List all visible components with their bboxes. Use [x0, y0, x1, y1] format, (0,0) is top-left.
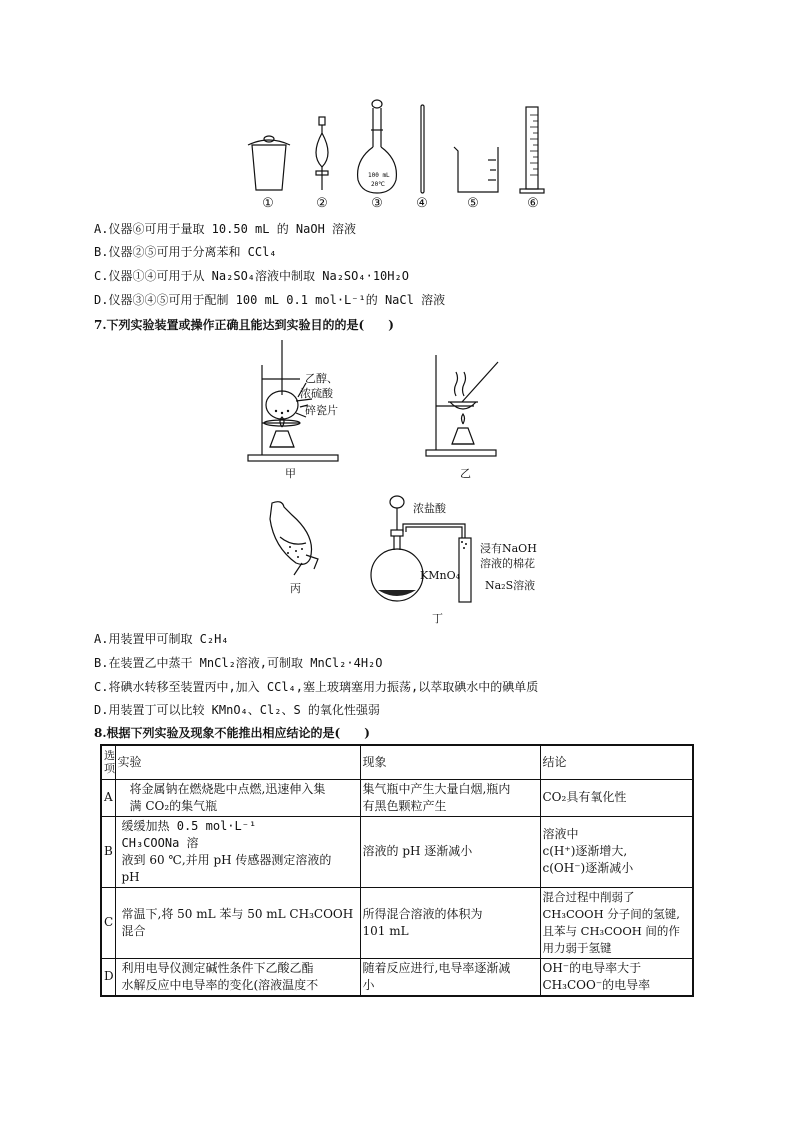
phen-line: 小 — [362, 977, 375, 992]
concl-line: OH⁻的电导率大于 — [542, 960, 642, 975]
apparatus-label-1: ① — [262, 196, 274, 211]
row-conclusion — [540, 816, 693, 887]
row-option: D — [101, 958, 115, 996]
q8-stem: 8.根据下列实验及现象不能推出相应结论的是( ) — [94, 726, 370, 740]
ding-oxidant: KMnO₄ — [420, 569, 460, 582]
setup-ding-label: 丁 — [432, 612, 443, 625]
exp-line: 水解反应中电导率的变化(溶液温度不 — [121, 977, 319, 992]
q8-row-a — [101, 779, 693, 816]
exp-line: CH₃COONa 溶 — [121, 835, 199, 850]
phen-line: 溶液的 pH 逐渐减小 — [362, 844, 473, 858]
flask-temp-text: 20℃ — [371, 181, 385, 188]
ding-solution: Na₂S溶液 — [485, 579, 536, 592]
q6-option-c: C.仪器①④可用于从 Na₂SO₄溶液中制取 Na₂SO₄·10H₂O — [94, 269, 409, 283]
concl-line: CH₃COO⁻的电导率 — [542, 977, 651, 992]
q7-stem: 7.下列实验装置或操作正确且能达到实验目的的是( ) — [94, 318, 394, 332]
apparatus-label-2: ② — [316, 196, 328, 211]
header-conclusion: 结论 — [540, 745, 693, 779]
row-experiment — [115, 779, 360, 816]
row-conclusion — [540, 887, 693, 958]
apparatus-4-drawing — [421, 105, 424, 193]
concl-line: c(OH⁻)逐渐减小 — [542, 861, 634, 875]
q6-option-d: D.仪器③④⑤可用于配制 100 mL 0.1 mol·L⁻¹的 NaCl 溶液 — [94, 293, 446, 307]
setup-yi-figure — [420, 350, 510, 460]
apparatus-6-drawing — [520, 107, 544, 193]
row-conclusion — [540, 779, 693, 816]
row-option: C — [101, 887, 115, 958]
header-phenomenon: 现象 — [360, 745, 540, 779]
row-experiment — [115, 816, 360, 887]
ding-acid: 浓盐酸 — [413, 502, 446, 515]
jia-chips: 碎瓷片 — [305, 404, 338, 417]
exp-line: 将金属钠在燃烧匙中点燃,迅速伸入集 — [129, 781, 326, 796]
concl-line: 混合过程中削弱了 — [542, 889, 635, 904]
phen-line: 集气瓶中产生大量白烟,瓶内 — [362, 781, 511, 796]
q7-option-a: A.用装置甲可制取 C₂H₄ — [94, 632, 229, 646]
exp-line: 利用电导仪测定碱性条件下乙酸乙酯 — [121, 960, 314, 975]
phen-line: 101 mL — [362, 923, 409, 938]
row-phenomenon — [360, 887, 540, 958]
setup-bing-figure — [262, 497, 332, 577]
exp-line: 满 CO₂的集气瓶 — [129, 798, 218, 813]
apparatus-1-drawing — [248, 136, 290, 190]
setup-jia-label: 甲 — [285, 467, 296, 480]
q7-option-c: C.将碘水转移至装置丙中,加入 CCl₄,塞上玻璃塞用力振荡,以萃取碘水中的碘单质 — [94, 680, 539, 694]
row-conclusion — [540, 958, 693, 996]
apparatus-5-drawing — [454, 147, 498, 192]
q8-header-row — [101, 745, 693, 779]
concl-line: CO₂具有氧化性 — [542, 790, 627, 804]
apparatus-label-5: ⑤ — [467, 196, 479, 211]
ding-cotton-1: 浸有NaOH — [480, 542, 537, 555]
row-experiment — [115, 887, 360, 958]
row-option: A — [101, 779, 115, 816]
apparatus-3-drawing — [358, 100, 397, 193]
exp-line: 缓缓加热 0.5 mol·L⁻¹ — [121, 818, 257, 833]
q6-option-b: B.仪器②⑤可用于分离苯和 CCl₄ — [94, 245, 277, 259]
jia-reagent-1: 乙醇、 — [305, 372, 338, 385]
concl-line: c(H⁺)逐渐增大, — [542, 844, 628, 858]
apparatus-label-6: ⑥ — [527, 196, 539, 211]
q7-option-b: B.在装置乙中蒸干 MnCl₂溶液,可制取 MnCl₂·4H₂O — [94, 656, 383, 670]
setup-yi-label: 乙 — [460, 467, 471, 480]
row-phenomenon — [360, 958, 540, 996]
phen-line: 有黑色颗粒产生 — [362, 798, 447, 813]
exp-line: 混合 — [121, 923, 146, 938]
jia-reagent-2: 浓硫酸 — [300, 387, 333, 400]
row-experiment — [115, 958, 360, 996]
concl-line: CH₃COOH 分子间的氢键, — [542, 906, 680, 921]
phen-line: 随着反应进行,电导率逐渐减 — [362, 960, 511, 975]
row-phenomenon — [360, 816, 540, 887]
apparatus-label-4: ④ — [416, 196, 428, 211]
q7-option-d: D.用装置丁可以比较 KMnO₄、Cl₂、S 的氧化性强弱 — [94, 703, 380, 717]
phen-line: 所得混合溶液的体积为 — [362, 906, 483, 921]
exp-line: pH — [121, 869, 140, 884]
setup-bing-label: 丙 — [290, 582, 301, 595]
apparatus-label-3: ③ — [371, 196, 383, 211]
ding-cotton-2: 溶液的棉花 — [480, 557, 535, 570]
q8-row-b — [101, 816, 693, 887]
header-experiment: 实验 — [115, 745, 360, 779]
q8-row-c — [101, 887, 693, 958]
concl-line: 用力弱于氢键 — [542, 940, 612, 955]
header-option: 选项 — [101, 745, 115, 779]
q8-row-d — [101, 958, 693, 996]
q6-option-a: A.仪器⑥可用于量取 10.50 mL 的 NaOH 溶液 — [94, 222, 357, 236]
apparatus-2-drawing — [316, 117, 328, 190]
row-option: B — [101, 816, 115, 887]
row-phenomenon — [360, 779, 540, 816]
concl-line: 且苯与 CH₃COOH 间的作 — [542, 923, 680, 938]
apparatus-figure — [230, 95, 570, 215]
concl-line: 溶液中 — [542, 827, 579, 841]
exp-line: 液到 60 ℃,并用 pH 传感器测定溶液的 — [121, 852, 332, 867]
q8-table — [100, 744, 694, 997]
flask-volume-text: 100 mL — [368, 172, 390, 179]
exp-line: 常温下,将 50 mL 苯与 50 mL CH₃COOH — [121, 906, 354, 921]
